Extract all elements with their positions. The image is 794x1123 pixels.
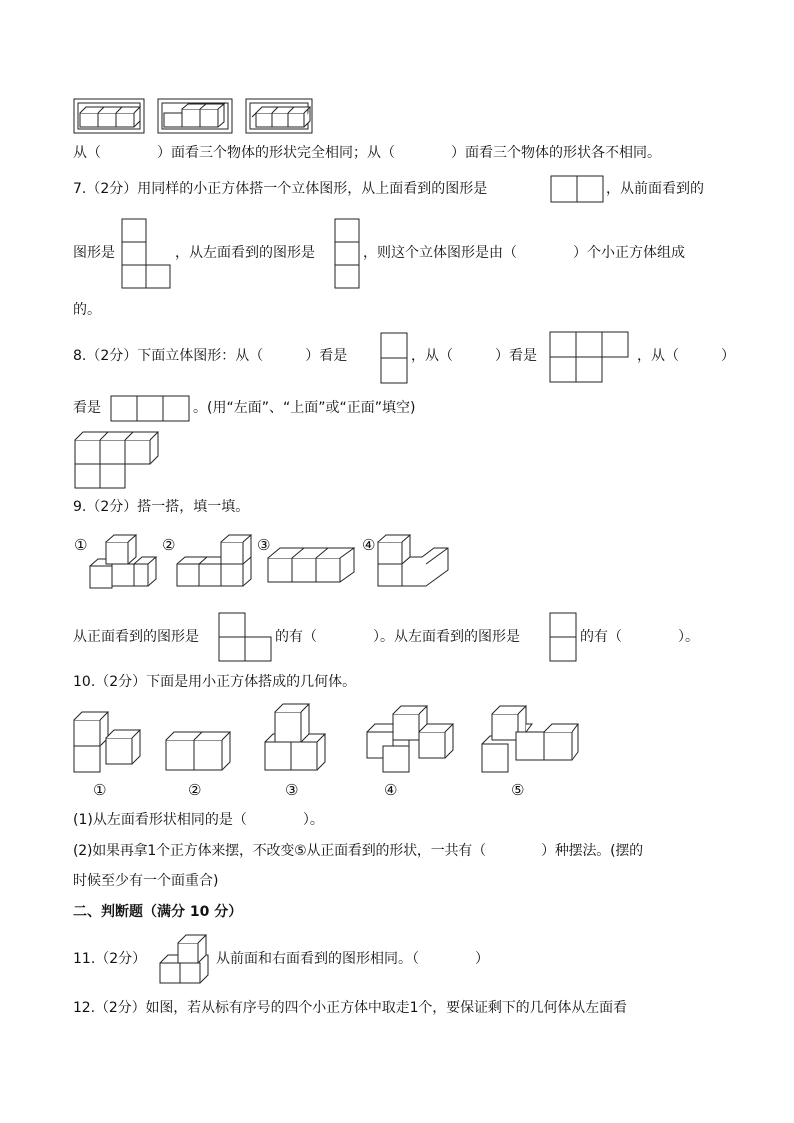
q6-figures	[74, 97, 314, 137]
q9-figure-2	[175, 534, 257, 592]
q8-view-c-figure	[110, 395, 192, 423]
q10-title: 10.（2分）下面是用小正方体搭成的几何体。	[73, 674, 357, 690]
q7-text-4: ，从左面看到的图形是	[175, 245, 315, 261]
q8-solid-figure	[74, 430, 164, 490]
q7-front-view-figure	[121, 218, 173, 290]
q9-text-3: 的有（ ）。	[580, 629, 699, 645]
q9-label-4: ④	[362, 536, 376, 554]
q9-left-view-figure	[549, 612, 579, 664]
q10-figure-4	[365, 702, 455, 774]
q7-text-1: 7.（2分）用同样的小正方体搭一个立体图形，从上面看到的图形是	[73, 181, 488, 197]
q8-text-1: 8.（2分）下面立体图形：从（ ）看是	[73, 348, 348, 364]
q10-label-4: ④	[384, 781, 398, 799]
q10-sub-2b: 时候至少有一个面重合)	[73, 873, 219, 889]
q8-view-b-figure	[549, 331, 631, 385]
q9-figure-4	[376, 534, 454, 592]
q9-title: 9.（2分）搭一搭，填一填。	[73, 499, 250, 515]
q10-sub-2: (2)如果再拿1个正方体来摆，不改变⑤从正面看到的形状，一共有（ ）种摆法。(摆的	[73, 843, 643, 859]
q7-text-5: ，则这个立体图形是由（ ）个小正方体组成	[363, 245, 685, 261]
q7-text-3: 图形是	[73, 245, 115, 261]
q9-label-3: ③	[257, 536, 271, 554]
q7-text-6: 的。	[73, 302, 101, 318]
q10-figure-2	[164, 730, 230, 774]
q9-label-2: ②	[162, 536, 176, 554]
q10-sub-1: (1)从左面看形状相同的是（ ）。	[73, 812, 324, 828]
section-2-title: 二、判断题（满分 10 分）	[73, 904, 243, 920]
q10-label-1: ①	[93, 781, 107, 799]
q10-label-5: ⑤	[511, 781, 525, 799]
q11-figure	[158, 933, 214, 985]
q10-figure-5	[480, 702, 580, 774]
q8-text-4: 看是	[73, 400, 101, 416]
q10-label-3: ③	[285, 781, 299, 799]
q6-text: 从（ ）面看三个物体的形状完全相同；从（ ）面看三个物体的形状各不相同。	[73, 145, 661, 161]
q10-figure-1	[72, 708, 144, 774]
q9-figure-3	[266, 544, 360, 590]
q9-front-view-figure	[218, 612, 274, 664]
q9-label-1: ①	[74, 536, 88, 554]
q9-figure-1	[88, 534, 160, 592]
q8-view-a-figure	[380, 332, 410, 386]
q11-text-2: 从前面和右面看到的图形相同。（ ）	[216, 951, 489, 967]
q7-text-2: ，从前面看到的	[606, 181, 704, 197]
q12-text: 12.（2分）如图，若从标有序号的四个小正方体中取走1个，要保证剩下的几何体从左面看	[73, 1000, 627, 1016]
q8-text-5: 。(用“左面”、“上面”或“正面”填空)	[193, 400, 416, 416]
q7-left-view-figure	[334, 218, 362, 290]
q9-text-2: 的有（ ）。从左面看到的图形是	[275, 629, 520, 645]
q11-text-1: 11.（2分）	[73, 951, 147, 967]
q7-top-view-figure	[550, 175, 606, 203]
q8-text-2: ，从（ ）看是	[411, 348, 537, 364]
q9-text-1: 从正面看到的图形是	[73, 629, 199, 645]
q8-text-3: ，从（ ）	[637, 348, 735, 364]
q10-figure-3	[263, 702, 335, 774]
q10-label-2: ②	[188, 781, 202, 799]
